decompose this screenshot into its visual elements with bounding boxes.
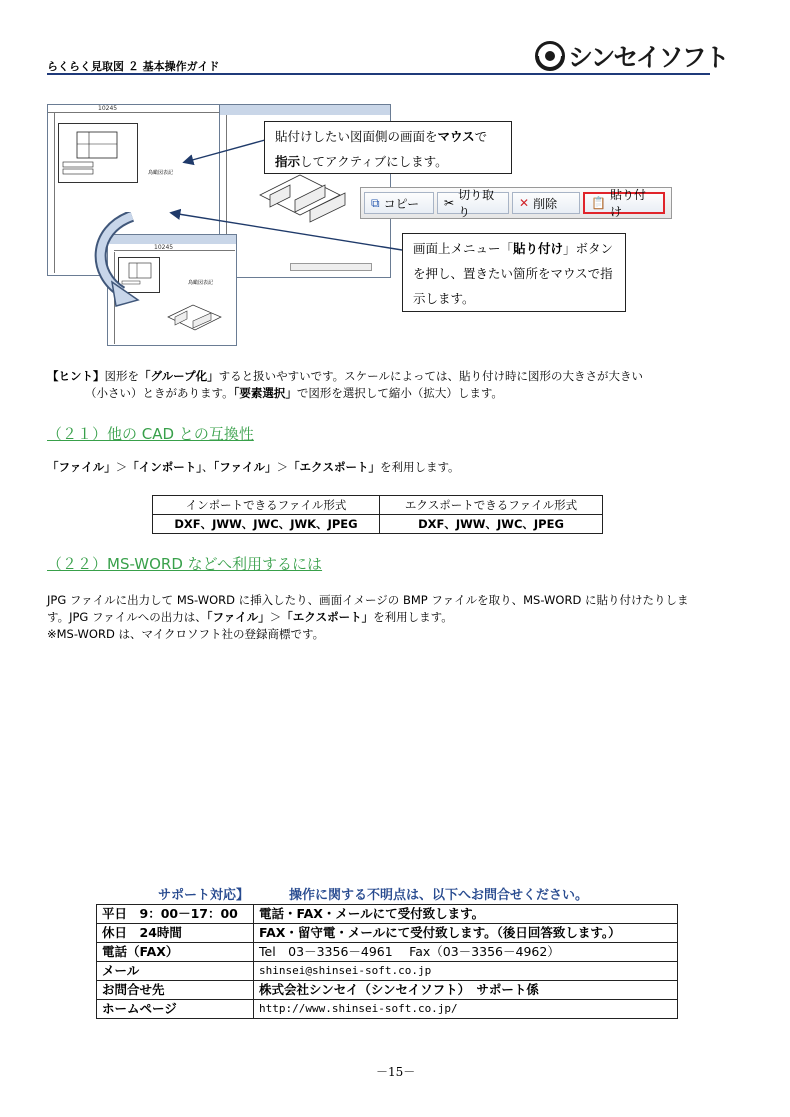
paste-icon: 📋: [591, 196, 606, 210]
homepage-link[interactable]: http://www.shinsei-soft.co.jp/: [254, 1000, 678, 1019]
section-22-heading: （２２）MS-WORD などへ利用するには: [47, 555, 323, 573]
document-title: らくらく見取図 ２ 基本操作ガイド: [47, 60, 220, 73]
section-21-heading: （２１）他の CAD との互換性: [47, 425, 254, 443]
ruler-top: 10245: [114, 244, 235, 251]
copy-button[interactable]: ⧉ コピー: [364, 192, 434, 214]
logo-text: シンセイソフト: [568, 43, 728, 72]
drawing-label: 鳥瞰図表記: [188, 280, 214, 286]
page-number: －15－: [376, 1065, 416, 1079]
table-row: 平日 9：00－17：00 電話・FAX・メールにて受付致します。: [97, 905, 678, 924]
hint-paragraph: 【ヒント】図形を「グループ化」すると扱いやすいです。スケールによっては、貼り付け時に図形の大きさが大きい （小さい）ときがあります。「要素選択」で図形を選択して縮小（拡大）します。: [47, 369, 643, 400]
table-row: 電話（FAX） Tel 03－3356－4961 Fax（03－3356－4962）: [97, 943, 678, 962]
scissors-icon: ✂: [444, 196, 455, 210]
callout-activate-window: 貼付けしたい図面側の画面をマウスで 指示してアクティブにします。: [264, 121, 512, 174]
table-header: エクスポートできるファイル形式: [380, 496, 603, 515]
table-cell: DXF、JWW、JWC、JWK、JPEG: [153, 515, 380, 534]
table-cell: DXF、JWW、JWC、JPEG: [380, 515, 603, 534]
table-header: インポートできるファイル形式: [153, 496, 380, 515]
table-row: ホームページ http://www.shinsei-soft.co.jp/: [97, 1000, 678, 1019]
callout-paste: 画面上メニュー「貼り付け」ボタン を押し、置きたい箇所をマウスで指 示します。: [402, 233, 626, 312]
copy-icon: ⧉: [371, 195, 380, 210]
support-table: [96, 904, 678, 1019]
ruler-top: 10245: [48, 105, 220, 113]
paste-button[interactable]: 📋 貼り付け: [583, 192, 665, 214]
table-row: 休日 24時間 FAX・留守電・メールにて受付致します。（後日回答致します。）: [97, 924, 678, 943]
section-21-text: 「ファイル」＞「インポート」、「ファイル」＞「エクスポート」を利用します。: [47, 460, 460, 474]
edit-toolbar: [360, 187, 672, 219]
table-row: メール shinsei@shinsei-soft.co.jp: [97, 962, 678, 981]
section-22-text: JPG ファイルに出力して MS-WORD に挿入したり、画面イメージの BMP ファイルを取り、MS-WORD に貼り付けたりしま す。JPG ファイルへの出力は、「ファイル」＞「エクスポート」を利用します。 ※MS-WORD は、マイクロソフト社の登録商標です。: [47, 593, 689, 641]
support-title: サポート対応】 操作に関する不明点は、以下へお問合せください。: [158, 888, 589, 903]
file-format-table: [152, 495, 603, 534]
email-link[interactable]: shinsei@shinsei-soft.co.jp: [254, 962, 678, 981]
cut-button[interactable]: ✂ 切り取り: [437, 192, 509, 214]
table-row: お問合せ先 株式会社シンセイ（シンセイソフト） サポート係: [97, 981, 678, 1000]
drawing-label: 鳥瞰図表記: [148, 170, 174, 176]
delete-icon: ✕: [519, 196, 530, 210]
delete-button[interactable]: ✕ 削除: [512, 192, 580, 214]
hint-label: 【ヒント】: [47, 369, 105, 383]
